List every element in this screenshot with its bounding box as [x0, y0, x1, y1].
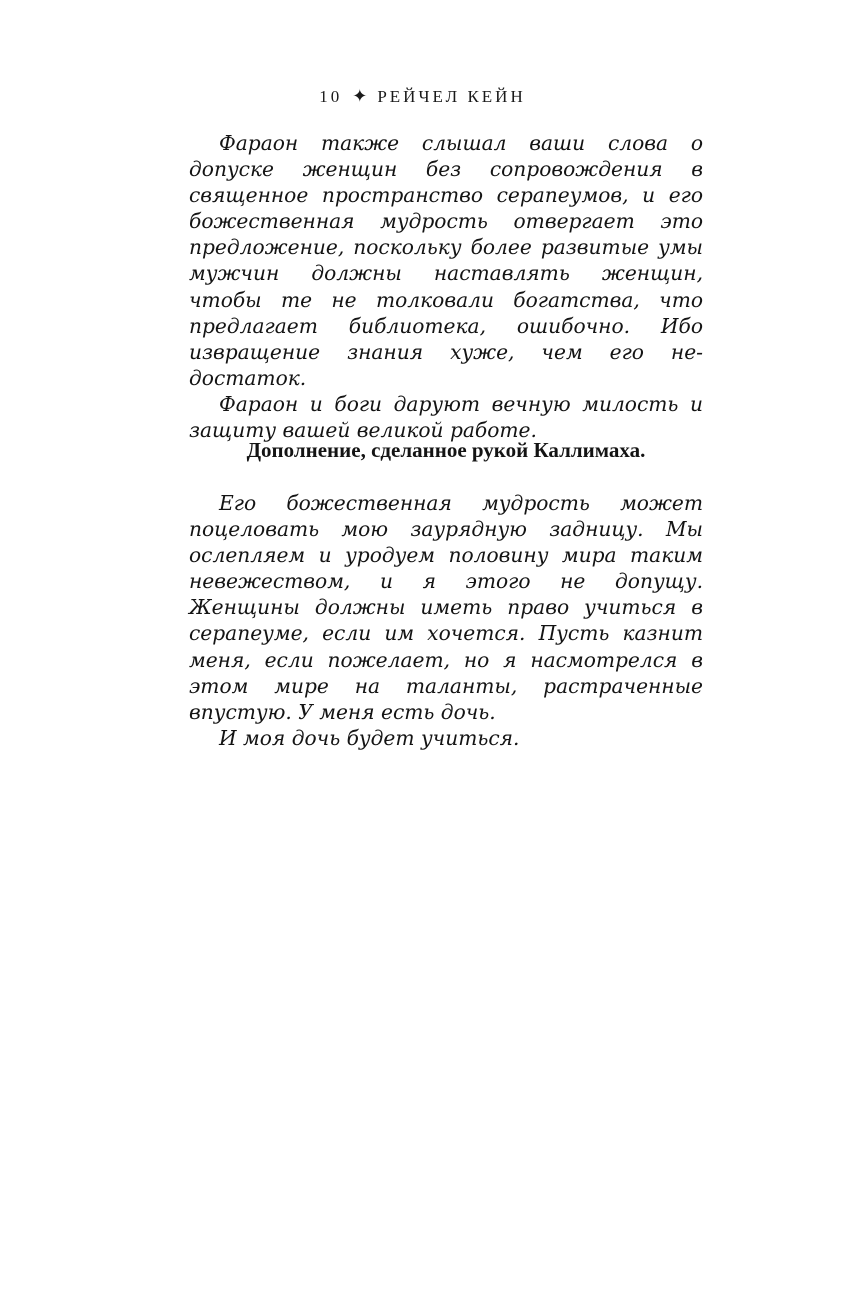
addendum-text [189, 490, 703, 751]
running-head [0, 86, 845, 107]
addendum-paragraph: Его божественная мудрость может поцеловать мою заурядную задницу. Мы ослепляем и уродуем половину мира таким невежеством, и я этого не допущу. Женщины должны иметь право учиться в серапеуме, если им хочется. Пусть казнит меня, если пожелает, но я насмотрелся в этом мире на таланты, растраченные впустую. У меня есть дочь. [189, 491, 703, 724]
author-name: РЕЙЧЕЛ КЕЙН [377, 87, 526, 106]
addendum-heading: Дополнение, сделанное рукой Каллимаха. [246, 438, 646, 462]
decree-text [189, 130, 703, 443]
decree-paragraph: Фараон также слышал ваши слова о допуске женщин без сопровождения в священное пространство серапеумов, и его божественная мудрость отвергает это предложение, поскольку более развитые умы мужчин должны наставлять женщин, чтобы те не толковали богатства, что предлагает библиотека, ошибочно. Ибо извращение знания хуже, чем его недостаток. [189, 131, 703, 390]
decree-paragraph: Фараон и боги даруют вечную милость и защиту вашей великой работе. [189, 391, 703, 443]
page-number: 10 [319, 87, 343, 106]
star-ornament-icon: ✦ [352, 86, 368, 106]
addendum-paragraph: И моя дочь будет учиться. [219, 725, 520, 750]
